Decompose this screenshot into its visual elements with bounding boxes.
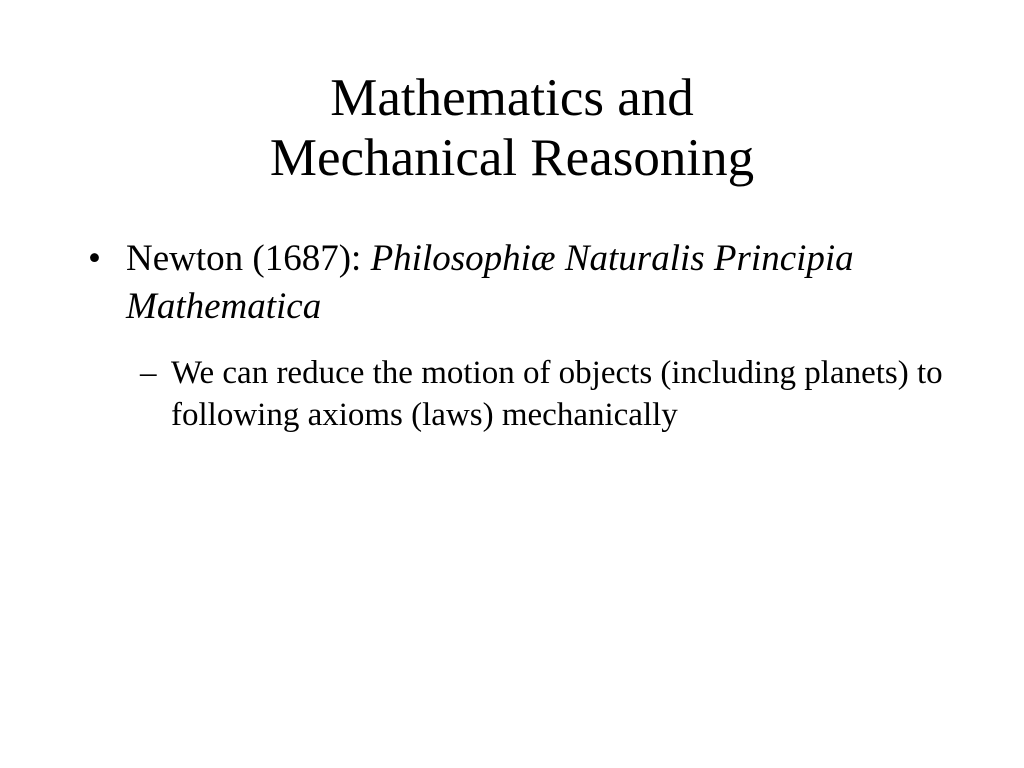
bullet-text [126, 235, 968, 331]
slide-title-line-2: Mechanical Reasoning [269, 129, 755, 187]
sub-bullet-text: We can reduce the motion of objects (including planets) to following axioms (laws) mechanically [171, 355, 943, 433]
sub-bullet-motion [140, 352, 970, 436]
bullet-newton [88, 235, 968, 331]
bullet-marker: • [88, 238, 101, 279]
slide-title [0, 68, 1024, 188]
bullet-text-plain: Newton (1687): [126, 238, 371, 279]
slide-title-line-1: Mathematics and [330, 69, 694, 127]
bullet-text-italic: Philosophiæ Naturalis Principia Mathematica [126, 238, 854, 327]
sub-bullet-marker: – [140, 355, 157, 391]
